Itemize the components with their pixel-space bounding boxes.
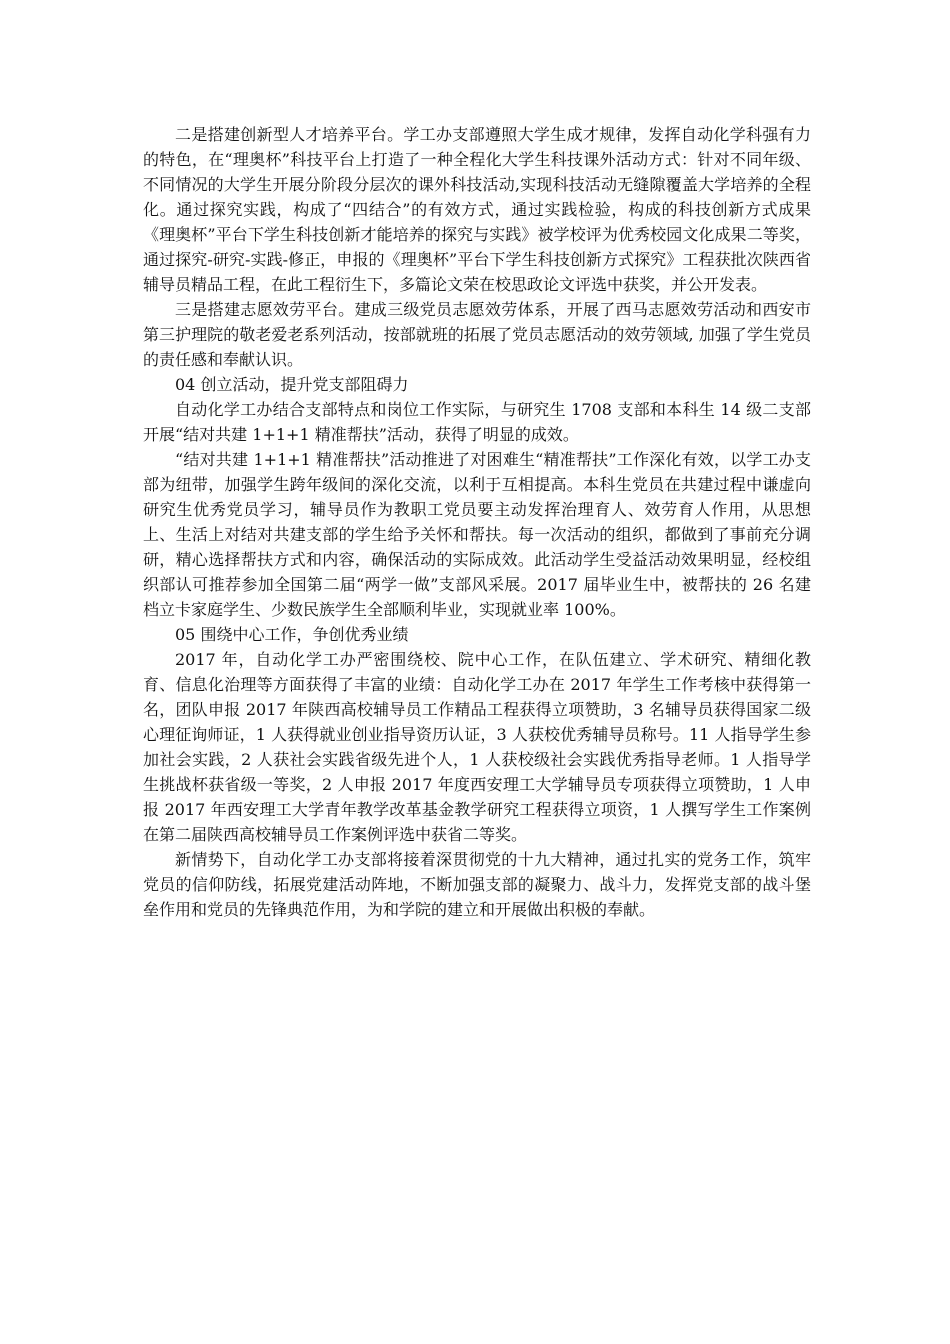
paragraph-conclusion: 新情势下，自动化学工办支部将接着深贯彻党的十九大精神，通过扎实的党务工作，筑牢党员的信仰防线，拓展党建活动阵地，不断加强支部的凝聚力、战斗力，发挥党支部的战斗堡垒作用和党员的先锋典范作用，为和学院的建立和开展做出积极的奉献。	[143, 850, 811, 919]
paragraph-precision-assistance: “结对共建 1+1+1 精准帮扶”活动推进了对困难生“精准帮扶”工作深化有效，以学工办支部为纽带，加强学生跨年级间的深化交流，以利于互相提高。本科生党员在共建过程中谦虚向研究生优秀党员学习，辅导员作为教职工党员要主动发挥治理育人、效劳育人作用，从思想上、生活上对结对共建支部的学生给予关怀和帮扶。每一次活动的组织，都做到了事前充分调研，精心选择帮扶方式和内容，确保活动的实际成效。此活动学生受益活动效果明显，经校组织部认可推荐参加全国第二届“两学一做”支部风采展。2017 届毕业生中，被帮扶的 26 名建档立卡家庭学生、少数民族学生全部顺利毕业，实现就业率 100%。	[143, 450, 811, 619]
paragraph-volunteer-platform: 三是搭建志愿效劳平台。建成三级党员志愿效劳体系，开展了西马志愿效劳活动和西安市第三护理院的敬老爱老系列活动，按部就班的拓展了党员志愿活动的效劳领域, 加强了学生党员的责任感和奉献认识。	[143, 300, 811, 369]
section-heading-04: 04 创立活动，提升党支部阻碍力	[175, 375, 409, 394]
paragraph-pairing-activity: 自动化学工办结合支部特点和岗位工作实际，与研究生 1708 支部和本科生 14 级二支部开展“结对共建 1+1+1 精准帮扶”活动，获得了明显的成效。	[143, 400, 811, 444]
section-heading-05: 05 围绕中心工作，争创优秀业绩	[175, 625, 409, 644]
paragraph-innovation-platform: 二是搭建创新型人才培养平台。学工办支部遵照大学生成才规律，发挥自动化学科强有力的特色，在“理奥杯”科技平台上打造了一种全程化大学生科技课外活动方式：针对不同年级、不同情况的大学生开展分阶段分层次的课外科技活动,实现科技活动无缝隙覆盖大学培养的全程化。通过探究实践，构成了“四结合”的有效方式，通过实践检验，构成的科技创新方式成果《理奥杯”平台下学生科技创新才能培养的探究与实践》被学校评为优秀校园文化成果二等奖，通过探究-研究-实践-修正，申报的《理奥杯”平台下学生科技创新方式探究》工程获批次陕西省辅导员精品工程，在此工程衍生下，多篇论文荣在校思政论文评选中获奖，并公开发表。	[143, 125, 811, 294]
paragraph-achievements-2017: 2017 年，自动化学工办严密围绕校、院中心工作，在队伍建立、学术研究、精细化教育、信息化治理等方面获得了丰富的业绩：自动化学工办在 2017 年学生工作考核中获得第一名，团队申报 2017 年陕西高校辅导员工作精品工程获得立项赞助，3 名辅导员获得国家二级心理征询师证，1 人获得就业创业指导资历认证，3 人获校优秀辅导员称号。11 人指导学生参加社会实践，2 人获社会实践省级先进个人，1 人获校级社会实践优秀指导老师。1 人指导学生挑战杯获省级一等奖，2 人申报 2017 年度西安理工大学辅导员专项获得立项赞助，1 人申报 2017 年西安理工大学青年教学改革基金教学研究工程获得立项资，1 人撰写学生工作案例在第二届陕西高校辅导员工作案例评选中获省二等奖。	[143, 650, 811, 844]
document-page	[143, 122, 811, 922]
